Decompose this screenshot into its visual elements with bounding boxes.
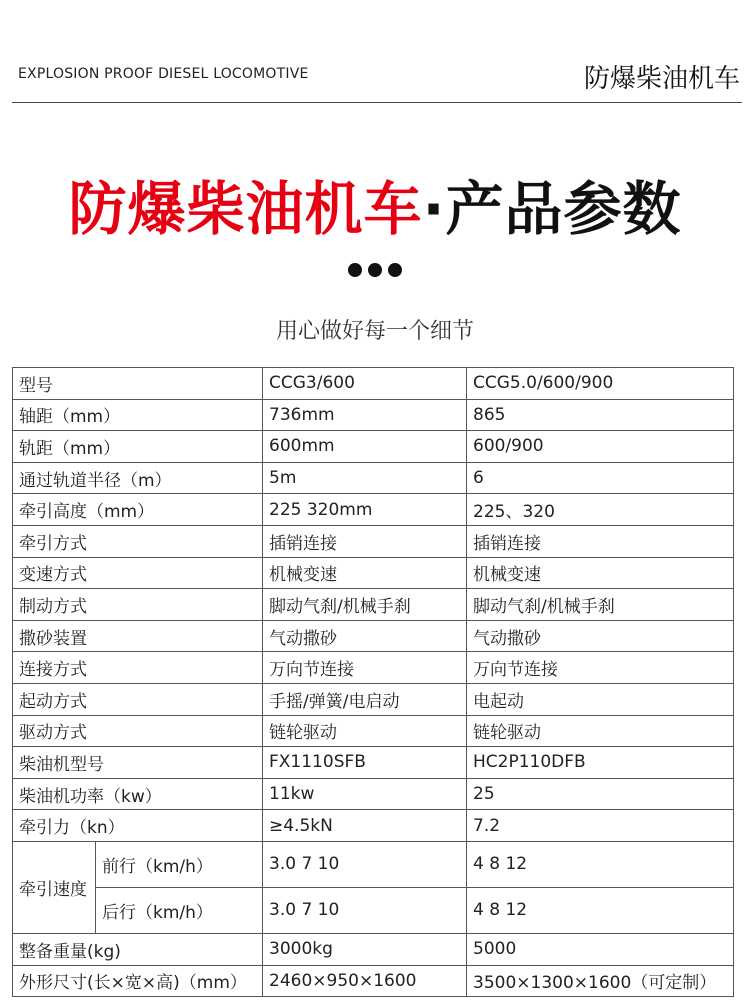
table-row — [13, 494, 734, 526]
model-1-value: 11kw — [263, 778, 467, 810]
model-1-value: 万向节连接 — [263, 652, 467, 684]
model-1-value: 600mm — [263, 431, 467, 463]
param-name: 柴油机型号 — [13, 747, 263, 779]
speed-backward-label: 后行（km/h） — [96, 887, 263, 933]
dot-icon — [388, 263, 402, 277]
model-1-value: 5m — [263, 462, 467, 494]
table-row — [13, 965, 734, 997]
table-row — [13, 933, 734, 965]
table-row — [13, 431, 734, 463]
table-row — [13, 715, 734, 747]
model-2-value: 万向节连接 — [467, 652, 734, 684]
table-row — [13, 557, 734, 589]
header-english-title: EXPLOSION PROOF DIESEL LOCOMOTIVE — [18, 66, 309, 82]
param-name: 起动方式 — [13, 683, 263, 715]
param-name: 制动方式 — [13, 589, 263, 621]
model-2-value: 25 — [467, 778, 734, 810]
table-row — [13, 589, 734, 621]
param-name: 撒砂装置 — [13, 620, 263, 652]
model-2-value: 机械变速 — [467, 557, 734, 589]
model-1-value: 225 320mm — [263, 494, 467, 526]
model-2-value: HC2P110DFB — [467, 747, 734, 779]
speed-forward-label: 前行（km/h） — [96, 841, 263, 887]
model-1-value: 链轮驱动 — [263, 715, 467, 747]
subtitle: 用心做好每一个细节 — [275, 319, 474, 344]
model-2-value: 600/900 — [467, 431, 734, 463]
model-2-value: 7.2 — [467, 810, 734, 842]
param-name: 轴距（mm） — [13, 399, 263, 431]
model-1-value: 736mm — [263, 399, 467, 431]
table-row — [13, 683, 734, 715]
param-name: 牵引力（kn） — [13, 810, 263, 842]
model-2-value: CCG5.0/600/900 — [467, 368, 734, 400]
table-row — [13, 399, 734, 431]
model-2-value: 链轮驱动 — [467, 715, 734, 747]
model-1-value: 2460×950×1600 — [263, 965, 467, 997]
speed-forward-v1: 3.0 7 10 — [263, 841, 467, 887]
spec-table-speed — [13, 841, 734, 933]
model-2-value: 865 — [467, 399, 734, 431]
page-header — [12, 0, 742, 103]
model-2-value: 电起动 — [467, 683, 734, 715]
main-title-dot: · — [422, 175, 446, 243]
param-name: 柴油机功率（kw） — [13, 778, 263, 810]
model-2-value: 插销连接 — [467, 525, 734, 557]
table-row — [13, 887, 734, 933]
model-1-value: 插销连接 — [263, 525, 467, 557]
main-title — [0, 162, 750, 246]
model-2-value: 225、320 — [467, 494, 734, 526]
spec-table-bottom — [13, 933, 734, 996]
table-row — [13, 778, 734, 810]
param-name: 型号 — [13, 368, 263, 400]
dot-icon — [348, 263, 362, 277]
param-name: 连接方式 — [13, 652, 263, 684]
speed-label: 牵引速度 — [13, 841, 96, 933]
speed-forward-v2: 4 8 12 — [467, 841, 734, 887]
table-row — [13, 620, 734, 652]
model-2-value: 5000 — [467, 933, 734, 965]
model-1-value: 气动撒砂 — [263, 620, 467, 652]
param-name: 外形尺寸(长×宽×高)（mm） — [13, 965, 263, 997]
model-1-value: ≥4.5kN — [263, 810, 467, 842]
model-1-value: 脚动气刹/机械手刹 — [263, 589, 467, 621]
speed-backward-v2: 4 8 12 — [467, 887, 734, 933]
decorative-dots — [0, 262, 750, 281]
main-title-black: 产品参数 — [445, 175, 682, 243]
main-title-red: 防爆柴油机车 — [68, 175, 423, 243]
param-name: 轨距（mm） — [13, 431, 263, 463]
dot-icon — [368, 263, 382, 277]
header-chinese-title: 防爆柴油机车 — [583, 64, 740, 94]
table-row — [13, 525, 734, 557]
model-1-value: 机械变速 — [263, 557, 467, 589]
table-row — [13, 810, 734, 842]
table-row — [13, 368, 734, 400]
param-name: 整备重量(kg) — [13, 933, 263, 965]
model-1-value: FX1110SFB — [263, 747, 467, 779]
table-row — [13, 462, 734, 494]
model-1-value: 3000kg — [263, 933, 467, 965]
speed-backward-v1: 3.0 7 10 — [263, 887, 467, 933]
model-1-value: 手摇/弹簧/电启动 — [263, 683, 467, 715]
model-2-value: 3500×1300×1600（可定制） — [467, 965, 734, 997]
spec-table — [12, 367, 734, 997]
spec-table-top — [13, 368, 734, 842]
table-row — [13, 747, 734, 779]
param-name: 通过轨道半径（m） — [13, 462, 263, 494]
param-name: 驱动方式 — [13, 715, 263, 747]
model-2-value: 气动撒砂 — [467, 620, 734, 652]
model-2-value: 6 — [467, 462, 734, 494]
table-row — [13, 841, 734, 887]
table-row — [13, 652, 734, 684]
param-name: 牵引高度（mm） — [13, 494, 263, 526]
param-name: 牵引方式 — [13, 525, 263, 557]
param-name: 变速方式 — [13, 557, 263, 589]
model-1-value: CCG3/600 — [263, 368, 467, 400]
model-2-value: 脚动气刹/机械手刹 — [467, 589, 734, 621]
